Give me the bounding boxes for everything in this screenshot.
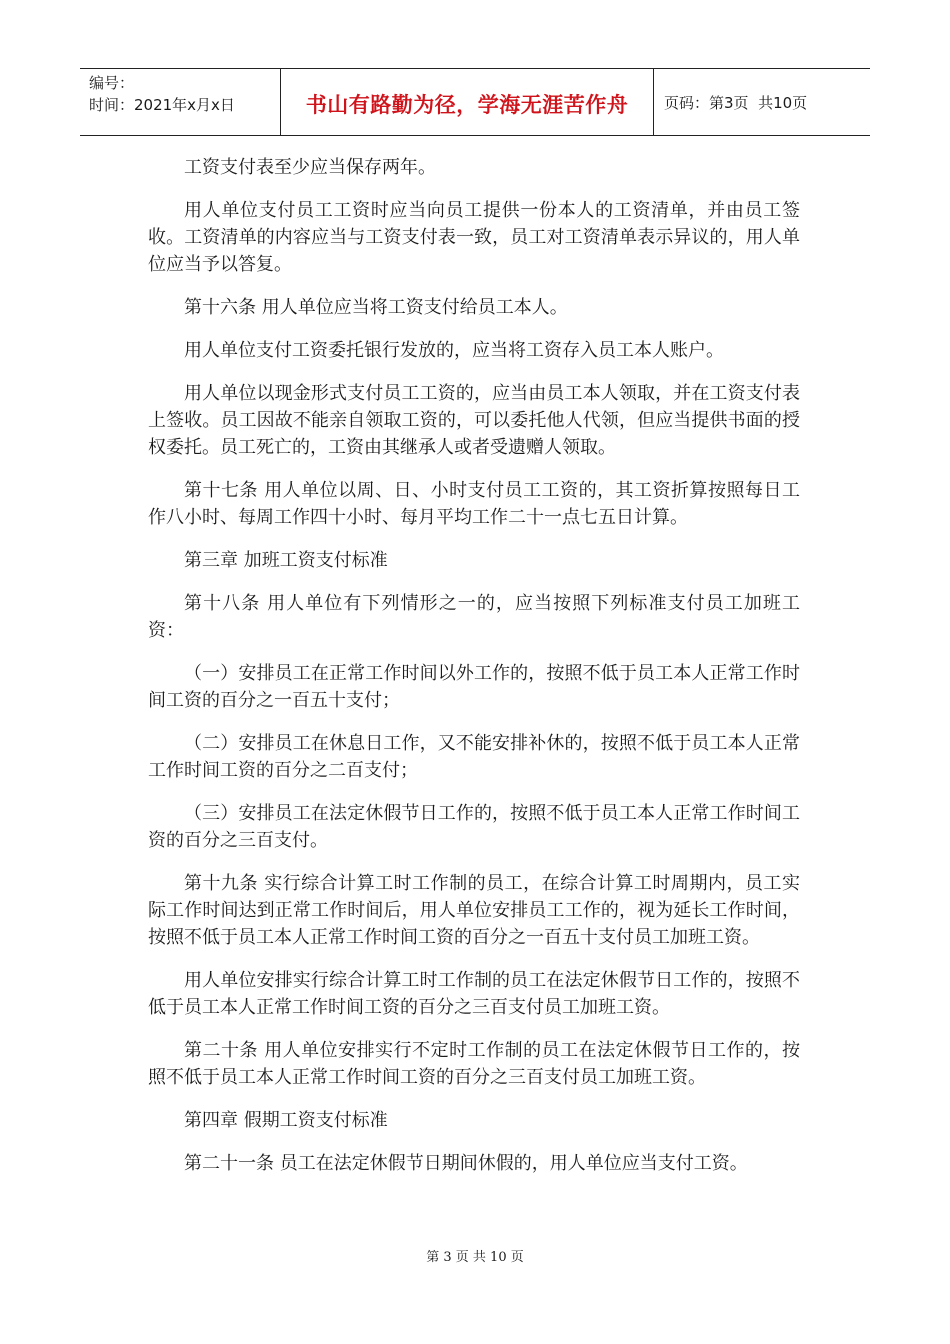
header-meta <box>80 69 281 135</box>
paragraph: 第十八条 用人单位有下列情形之一的，应当按照下列标准支付员工加班工资： <box>148 593 800 641</box>
page-footer: 第 3 页 共 10 页 <box>426 1250 524 1265</box>
page-header <box>80 68 870 136</box>
paragraph: 工资支付表至少应当保存两年。 <box>184 157 436 178</box>
paragraph: 用人单位支付工资委托银行发放的，应当将工资存入员工本人账户。 <box>184 340 724 361</box>
document-date: 时间：2021年x月x日 <box>89 96 235 114</box>
paragraph: 第十七条 用人单位以周、日、小时支付员工工资的，其工资折算按照每日工作八小时、每周工作四十小时、每月平均工作二十一点七五日计算。 <box>148 480 800 528</box>
header-motto-cell <box>281 69 654 135</box>
header-page-info: 页码：第3页 共10页 <box>664 93 808 112</box>
document-body <box>148 154 800 1193</box>
list-item: （一）安排员工在正常工作时间以外工作的，按照不低于员工本人正常工作时间工资的百分之一百五十支付； <box>148 663 800 711</box>
paragraph: 第二十条 用人单位安排实行不定时工作制的员工在法定休假节日工作的，按照不低于员工本人正常工作时间工资的百分之三百支付员工加班工资。 <box>148 1040 800 1088</box>
paragraph: 用人单位支付员工工资时应当向员工提供一份本人的工资清单，并由员工签收。工资清单的内容应当与工资支付表一致，员工对工资清单表示异议的，用人单位应当予以答复。 <box>148 200 800 275</box>
header-motto: 书山有路勤为径，学海无涯苦作舟 <box>305 93 629 117</box>
list-item: （三）安排员工在法定休假节日工作的，按照不低于员工本人正常工作时间工资的百分之三百支付。 <box>148 803 800 851</box>
list-item: （二）安排员工在休息日工作，又不能安排补休的，按照不低于员工本人正常工作时间工资的百分之二百支付； <box>148 733 800 781</box>
chapter-heading: 第四章 假期工资支付标准 <box>184 1110 388 1131</box>
paragraph: 第二十一条 员工在法定休假节日期间休假的，用人单位应当支付工资。 <box>184 1153 748 1174</box>
chapter-heading: 第三章 加班工资支付标准 <box>184 550 388 571</box>
paragraph: 用人单位安排实行综合计算工时工作制的员工在法定休假节日工作的，按照不低于员工本人正常工作时间工资的百分之三百支付员工加班工资。 <box>148 970 800 1018</box>
document-number-label: 编号： <box>89 74 135 92</box>
paragraph: 第十九条 实行综合计算工时工作制的员工，在综合计算工时周期内，员工实际工作时间达到正常工作时间后，用人单位安排员工工作的，视为延长工作时间，按照不低于员工本人正常工作时间工资的百分之一百五十支付员工加班工资。 <box>148 873 800 948</box>
paragraph: 用人单位以现金形式支付员工工资的，应当由员工本人领取，并在工资支付表上签收。员工因故不能亲自领取工资的，可以委托他人代领，但应当提供书面的授权委托。员工死亡的，工资由其继承人或者受遗赠人领取。 <box>148 383 800 458</box>
paragraph: 第十六条 用人单位应当将工资支付给员工本人。 <box>184 297 568 318</box>
